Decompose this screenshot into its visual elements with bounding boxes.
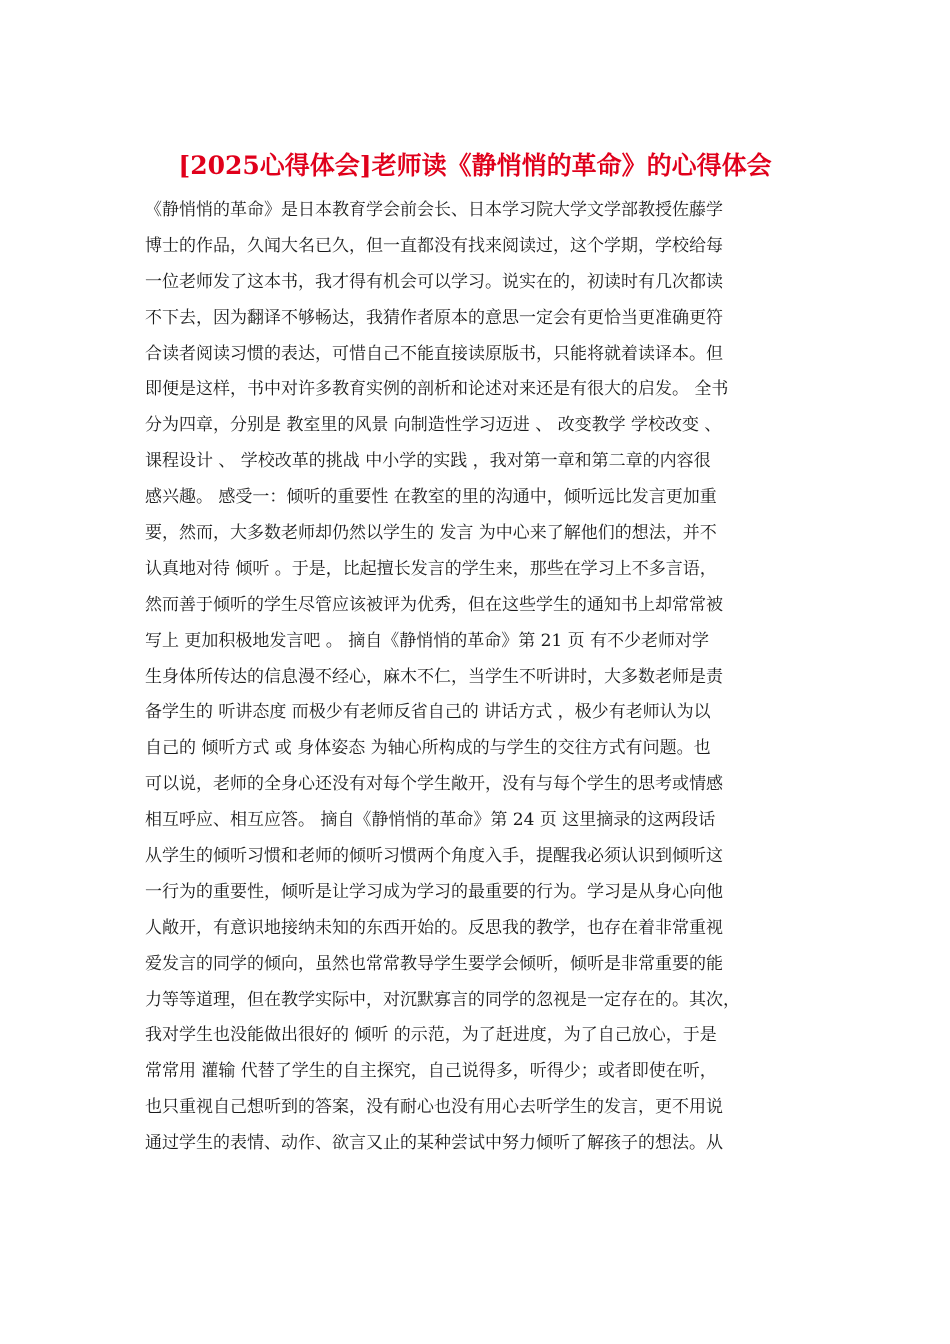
body-line: 人敞开，有意识地接纳未知的东西开始的。反思我的教学，也存在着非常重视 — [145, 917, 723, 938]
body-line: 可以说，老师的全身心还没有对每个学生敞开，没有与每个学生的思考或情感 — [145, 774, 723, 795]
body-line: 然而善于倾听的学生尽管应该被评为优秀，但在这些学生的通知书上却常常被 — [145, 594, 723, 615]
body-line: 力等等道理，但在教学实际中，对沉默寡言的同学的忽视是一定存在的。其次， — [145, 989, 740, 1010]
body-line: 即便是这样，书中对许多教育实例的剖析和论述对来还是有很大的启发。 全书 — [145, 379, 729, 400]
body-line: 一位老师发了这本书，我才得有机会可以学习。说实在的，初读时有几次都读 — [145, 271, 723, 292]
body-line: 常常用 灌输 代替了学生的自主探究，自己说得多，听得少；或者即使在听， — [145, 1061, 717, 1082]
body-line: 我对学生也没能做出很好的 倾听 的示范，为了赶进度，为了自己放心，于是 — [145, 1025, 717, 1046]
body-line: 爱发言的同学的倾向，虽然也常常教导学生要学会倾听，倾听是非常重要的能 — [145, 953, 723, 974]
body-line: 也只重视自己想听到的答案，没有耐心也没有用心去听学生的发言，更不用说 — [145, 1097, 723, 1118]
body-line: 感兴趣。 感受一：倾听的重要性 在教室的里的沟通中，倾听远比发言更加重 — [145, 487, 717, 508]
body-line: 不下去，因为翻译不够畅达，我猜作者原本的意思一定会有更恰当更准确更符 — [145, 307, 723, 328]
body-line: 一行为的重要性，倾听是让学习成为学习的最重要的行为。学习是从身心向他 — [145, 881, 723, 902]
body-line: 自己的 倾听方式 或 身体姿态 为轴心所构成的与学生的交往方式有问题。也 — [145, 738, 711, 759]
body-line: 写上 更加积极地发言吧 。 摘自《静悄悄的革命》第 21 页 有不少老师对学 — [145, 630, 710, 651]
body-line: 要，然而，大多数老师却仍然以学生的 发言 为中心来了解他们的想法，并不 — [145, 523, 717, 544]
body-line: 合读者阅读习惯的表达，可惜自己不能直接读原版书，只能将就着读译本。但 — [145, 343, 723, 364]
body-line: 相互呼应、相互应答。 摘自《静悄悄的革命》第 24 页 这里摘录的这两段话 — [145, 810, 716, 831]
body-line: 《静悄悄的革命》是日本教育学会前会长、日本学习院大学文学部教授佐藤学 — [145, 200, 723, 220]
body-line: 生身体所传达的信息漫不经心，麻木不仁，当学生不听讲时，大多数老师是责 — [145, 666, 723, 687]
document-title: [2025心得体会]老师读《静悄悄的革命》的心得体会 — [178, 151, 772, 180]
body-line: 从学生的倾听习惯和老师的倾听习惯两个角度入手，提醒我必须认识到倾听这 — [145, 846, 723, 867]
body-line: 通过学生的表情、动作、欲言又止的某种尝试中努力倾听了解孩子的想法。从 — [145, 1133, 723, 1154]
body-line: 认真地对待 倾听 。于是，比起擅长发言的学生来，那些在学习上不多言语， — [145, 558, 717, 579]
document-body — [145, 193, 805, 1162]
body-line: 备学生的 听讲态度 而极少有老师反省自己的 讲话方式 ，极少有老师认为以 — [145, 702, 711, 723]
body-line: 课程设计 、 学校改革的挑战 中小学的实践 ，我对第一章和第二章的内容很 — [145, 451, 711, 472]
body-line: 博士的作品，久闻大名已久，但一直都没有找来阅读过，这个学期，学校给每 — [145, 235, 723, 256]
body-line: 分为四章，分别是 教室里的风景 向制造性学习迈进 、 改变教学 学校改变 、 — [145, 415, 722, 436]
